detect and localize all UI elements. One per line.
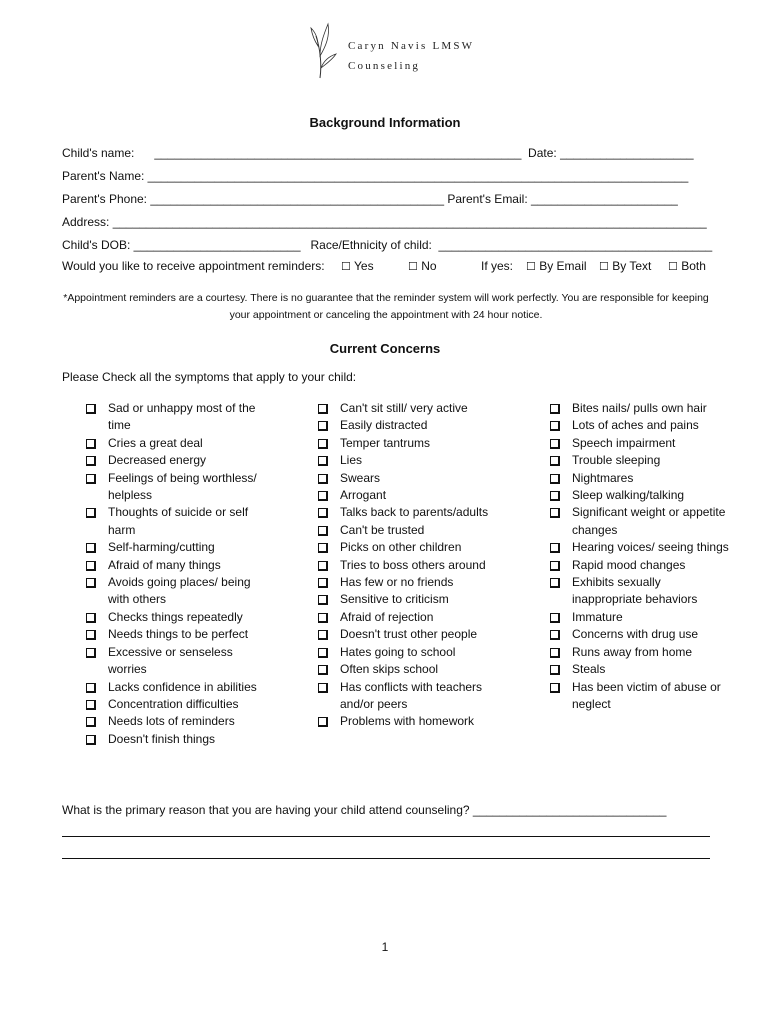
symptom-item[interactable]: [550, 417, 730, 434]
checkbox-icon[interactable]: [550, 648, 560, 658]
symptom-item[interactable]: [318, 417, 508, 434]
symptom-label: Immature: [572, 609, 623, 624]
symptom-item[interactable]: [318, 609, 508, 626]
symptom-label: Has been victim of abuse or neglect: [572, 679, 721, 711]
reminder-both-option[interactable]: ☐ Both: [668, 259, 706, 273]
checkbox-icon[interactable]: ☐: [408, 261, 418, 273]
logo-name: Caryn Navis LMSW: [348, 40, 475, 52]
checkbox-icon[interactable]: [550, 665, 560, 675]
checkbox-icon[interactable]: [550, 508, 560, 518]
symptom-label: Problems with homework: [340, 714, 475, 729]
symptom-label: Has conflicts with teachers and/or peers: [340, 679, 483, 711]
checkbox-icon[interactable]: [86, 613, 96, 623]
checkbox-icon[interactable]: [550, 630, 560, 640]
reminder-no-option[interactable]: ☐ No: [408, 259, 437, 273]
symptom-label: Afraid of rejection: [340, 609, 434, 624]
checkbox-icon[interactable]: [86, 648, 96, 658]
symptom-item[interactable]: [318, 470, 508, 487]
symptom-label: Decreased energy: [108, 453, 207, 468]
symptom-item[interactable]: [550, 661, 730, 678]
symptom-label: Speech impairment: [572, 435, 676, 450]
symptom-label: Talks back to parents/adults: [340, 505, 489, 520]
symptom-item[interactable]: [550, 539, 730, 556]
symptom-label: Avoids going places/ being with others: [108, 575, 251, 607]
checkbox-icon[interactable]: ☐: [668, 261, 678, 273]
symptom-label: Cries a great deal: [108, 435, 203, 450]
symptom-label: Concentration difficulties: [108, 696, 239, 711]
symptom-label: Needs things to be perfect: [108, 627, 249, 642]
if-yes-label: If yes:: [481, 259, 514, 273]
checkbox-icon[interactable]: [318, 561, 328, 571]
symptom-item[interactable]: [86, 679, 266, 696]
checkbox-icon[interactable]: [86, 717, 96, 727]
checkbox-icon[interactable]: [550, 404, 560, 414]
reminder-row: [62, 259, 722, 277]
checkbox-icon[interactable]: [86, 700, 96, 710]
reminder-email-option[interactable]: ☐ By Email: [526, 259, 587, 273]
answer-line[interactable]: [62, 836, 710, 837]
symptom-item[interactable]: [318, 504, 508, 521]
symptom-label: Can't sit still/ very active: [340, 401, 468, 415]
symptom-item[interactable]: [550, 609, 730, 626]
symptom-item[interactable]: [318, 644, 508, 661]
symptom-label: Self-harming/cutting: [108, 540, 215, 555]
symptom-label: Doesn't trust other people: [340, 627, 478, 642]
symptom-item[interactable]: [86, 713, 266, 730]
checkbox-icon[interactable]: [86, 630, 96, 640]
symptom-label: Tries to boss others around: [340, 557, 486, 572]
symptom-item[interactable]: [86, 696, 266, 713]
checkbox-icon[interactable]: [318, 491, 328, 501]
checkbox-icon[interactable]: [318, 474, 328, 484]
checkbox-icon[interactable]: [550, 421, 560, 431]
symptom-item[interactable]: [86, 435, 266, 452]
symptom-item[interactable]: [318, 574, 508, 591]
checkbox-icon[interactable]: [550, 613, 560, 623]
checkbox-icon[interactable]: [86, 404, 96, 414]
checkbox-icon[interactable]: [550, 561, 560, 571]
checkbox-icon[interactable]: [550, 439, 560, 449]
reminder-yes-option[interactable]: ☐ Yes: [341, 259, 374, 273]
reminder-disclaimer: *Appointment reminders are a courtesy. There is no guarantee that the reminder system will work perfectly. You are responsible for keeping your appointment or canceling the appointment with 24 hour notice.: [63, 292, 709, 321]
symptom-item[interactable]: [550, 504, 730, 539]
symptom-item[interactable]: [86, 452, 266, 469]
checkbox-icon[interactable]: [318, 648, 328, 658]
checkbox-icon[interactable]: [550, 491, 560, 501]
checkbox-icon[interactable]: [550, 474, 560, 484]
symptom-item[interactable]: [550, 644, 730, 661]
leaf-sprig-icon: [306, 20, 342, 80]
symptom-label: Feelings of being worthless/ helpless: [108, 470, 257, 503]
symptom-item[interactable]: [318, 400, 508, 417]
symptom-item[interactable]: [550, 452, 730, 469]
checkbox-icon[interactable]: ☐: [341, 261, 351, 273]
symptom-label: Thoughts of suicide or self harm: [108, 505, 249, 537]
symptom-label: Nightmares: [572, 470, 634, 485]
checkbox-icon[interactable]: [86, 456, 96, 466]
symptom-item[interactable]: [550, 574, 730, 609]
symptom-item[interactable]: [550, 626, 730, 643]
symptom-label: Swears: [340, 470, 381, 485]
symptom-label: Excessive or senseless worries: [108, 644, 233, 677]
checkbox-icon[interactable]: [318, 439, 328, 449]
symptom-label: Trouble sleeping: [572, 453, 661, 468]
symptom-item[interactable]: [86, 644, 266, 679]
symptom-label: Often skips school: [340, 662, 439, 677]
symptom-item[interactable]: [318, 661, 508, 678]
checkbox-icon[interactable]: [318, 683, 328, 693]
symptom-item[interactable]: [318, 435, 508, 452]
symptom-item[interactable]: [318, 713, 508, 730]
checkbox-icon[interactable]: [318, 456, 328, 466]
checkbox-icon[interactable]: [318, 543, 328, 553]
checkbox-icon[interactable]: [86, 474, 96, 484]
checkbox-icon[interactable]: [318, 404, 328, 414]
checkbox-icon[interactable]: [86, 508, 96, 518]
symptom-item[interactable]: [86, 731, 266, 748]
symptom-item[interactable]: [318, 679, 508, 714]
parents-name-field[interactable]: Parent's Name: _________________________________________________________________________________: [62, 169, 689, 183]
symptom-label: Lies: [340, 453, 363, 468]
symptom-label: Lots of aches and pains: [572, 418, 699, 433]
symptom-column-1: [86, 400, 266, 748]
checkbox-icon[interactable]: [318, 508, 328, 518]
symptom-label: Easily distracted: [340, 418, 428, 433]
checkbox-icon[interactable]: [86, 735, 96, 745]
checkbox-icon[interactable]: [86, 543, 96, 553]
address-field[interactable]: Address: _________________________________________________________________________________________: [62, 215, 707, 229]
primary-reason-field[interactable]: What is the primary reason that you are having your child attend counseling? _____________________________: [62, 803, 667, 817]
symptom-label: Arrogant: [340, 488, 387, 503]
symptom-item[interactable]: [550, 435, 730, 452]
symptom-label: Doesn't finish things: [108, 731, 216, 746]
symptom-label: Needs lots of reminders: [108, 714, 235, 729]
checkbox-icon[interactable]: [550, 683, 560, 693]
symptom-item[interactable]: [550, 487, 730, 504]
logo-subtitle: Counseling: [348, 60, 421, 72]
symptom-column-3: [550, 400, 730, 713]
symptom-item[interactable]: [550, 679, 730, 714]
symptom-item[interactable]: [86, 400, 266, 435]
symptom-item[interactable]: [318, 522, 508, 539]
symptom-label: Lacks confidence in abilities: [108, 679, 257, 694]
symptom-item[interactable]: [86, 626, 266, 643]
checkbox-icon[interactable]: [550, 456, 560, 466]
answer-line[interactable]: [62, 858, 710, 859]
symptom-label: Sleep walking/talking: [572, 488, 685, 503]
symptom-item[interactable]: [318, 591, 508, 608]
page-number: 1: [381, 940, 389, 954]
symptom-label: Concerns with drug use: [572, 627, 699, 642]
symptom-label: Hearing voices/ seeing things: [572, 540, 729, 555]
concerns-intro: Please Check all the symptoms that apply to your child:: [62, 370, 357, 384]
concerns-heading: Current Concerns: [329, 341, 441, 356]
reminder-text-option[interactable]: ☐ By Text: [599, 259, 652, 273]
symptom-label: Sad or unhappy most of the time: [108, 401, 256, 433]
symptom-label: Significant weight or appetite changes: [572, 505, 726, 537]
symptom-label: Can't be trusted: [340, 522, 425, 537]
childs-dob-race-field[interactable]: Child's DOB: _________________________ Race/Ethnicity of child: _________________________________________: [62, 238, 713, 252]
parents-phone-email-field[interactable]: Parent's Phone: ____________________________________________ Parent's Email: ______________________: [62, 192, 678, 206]
checkbox-icon[interactable]: ☐: [599, 261, 609, 273]
symptom-label: Steals: [572, 662, 606, 677]
checkbox-icon[interactable]: [318, 717, 328, 727]
checkbox-icon[interactable]: [318, 665, 328, 675]
checkbox-icon[interactable]: ☐: [526, 261, 536, 273]
checkbox-icon[interactable]: [86, 439, 96, 449]
checkbox-icon[interactable]: [86, 578, 96, 588]
symptom-label: Has few or no friends: [340, 575, 454, 590]
checkbox-icon[interactable]: [318, 421, 328, 431]
checkbox-icon[interactable]: [318, 578, 328, 588]
symptom-item[interactable]: [86, 574, 266, 609]
checkbox-icon[interactable]: [86, 683, 96, 693]
symptom-label: Exhibits sexually inappropriate behaviors: [572, 575, 698, 607]
symptom-label: Checks things repeatedly: [108, 609, 243, 624]
reminder-question: Would you like to receive appointment reminders:: [62, 259, 325, 273]
symptom-label: Hates going to school: [340, 644, 456, 659]
symptom-label: Picks on other children: [340, 540, 462, 555]
symptom-item[interactable]: [86, 557, 266, 574]
symptom-item[interactable]: [86, 470, 266, 505]
checkbox-icon[interactable]: [550, 578, 560, 588]
symptom-label: Afraid of many things: [108, 557, 221, 572]
checkbox-icon[interactable]: [318, 613, 328, 623]
symptom-item[interactable]: [318, 557, 508, 574]
symptom-item[interactable]: [318, 626, 508, 643]
checkbox-icon[interactable]: [318, 595, 328, 605]
symptom-label: Sensitive to criticism: [340, 592, 449, 607]
symptom-item[interactable]: [86, 504, 266, 539]
symptom-label: Temper tantrums: [340, 435, 431, 450]
symptom-label: Rapid mood changes: [572, 557, 686, 572]
symptom-item[interactable]: [550, 557, 730, 574]
symptom-item[interactable]: [318, 452, 508, 469]
checkbox-icon[interactable]: [318, 630, 328, 640]
logo: [306, 20, 486, 82]
checkbox-icon[interactable]: [318, 526, 328, 536]
background-heading: Background Information: [309, 115, 461, 130]
checkbox-icon[interactable]: [86, 561, 96, 571]
checkbox-icon[interactable]: [550, 543, 560, 553]
symptom-item[interactable]: [86, 539, 266, 556]
symptom-item[interactable]: [86, 609, 266, 626]
childs-name-field[interactable]: Child's name: _______________________________________________________ Date: ____________________: [62, 146, 694, 160]
symptom-item[interactable]: [318, 539, 508, 556]
symptom-item[interactable]: [550, 400, 730, 417]
symptom-item[interactable]: [318, 487, 508, 504]
symptom-label: Runs away from home: [572, 644, 693, 659]
symptom-label: Bites nails/ pulls own hair: [572, 401, 707, 415]
symptom-item[interactable]: [550, 470, 730, 487]
symptom-column-2: [318, 400, 508, 731]
